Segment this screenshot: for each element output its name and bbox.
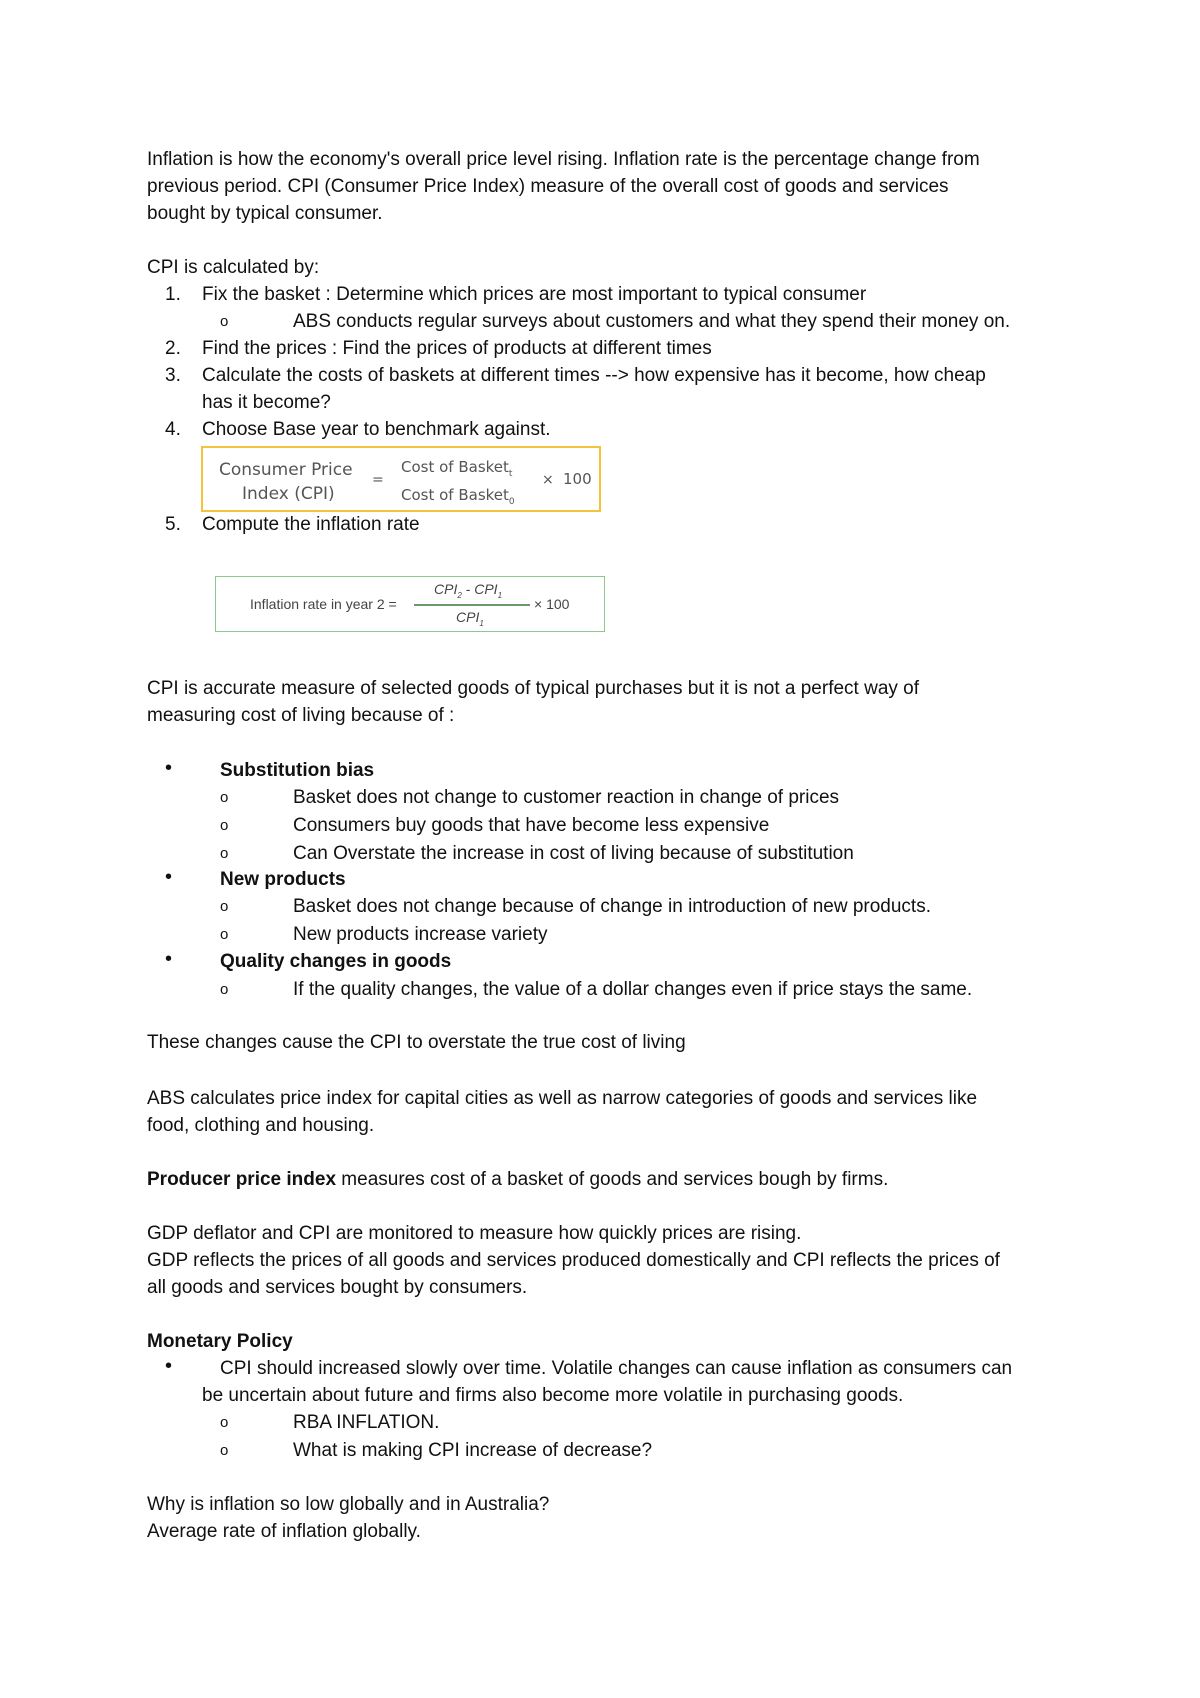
sub-bullet-marker: o [220, 981, 229, 998]
step-number-2: 2. [165, 338, 181, 359]
ppi-line [147, 1166, 888, 1193]
cpi-formula-times: × [542, 472, 554, 488]
inflation-formula-lhs: Inflation rate in year 2 = [250, 596, 397, 612]
ppi-definition: measures cost of a basket of goods and services bough by firms. [336, 1169, 889, 1190]
bias-item: If the quality changes, the value of a dollar changes even if price stays the same. [293, 979, 973, 1000]
sub-bullet-marker: o [220, 926, 229, 943]
closing-line-2: Average rate of inflation globally. [147, 1521, 421, 1542]
step-1-subitem: ABS conducts regular surveys about customers and what they spend their money on. [293, 311, 1011, 332]
sub-bullet-marker: o [220, 845, 229, 862]
gdp-line-1: GDP deflator and CPI are monitored to measure how quickly prices are rising. [147, 1223, 802, 1244]
accuracy-line-1: CPI is accurate measure of selected goods of typical purchases but it is not a perfect way of [147, 678, 920, 699]
intro-line-2: previous period. CPI (Consumer Price Index) measure of the overall cost of goods and services [147, 176, 949, 197]
step-number-5: 5. [165, 514, 181, 535]
cpi-formula-numerator: Cost of Basket$_t$ [401, 458, 513, 479]
fraction-bar [414, 604, 530, 606]
cpi-formula-equals: = [372, 472, 384, 488]
step-text-1: Fix the basket : Determine which prices are most important to typical consumer [202, 284, 867, 305]
bullet-marker: • [165, 866, 173, 888]
bias-item: New products increase variety [293, 924, 548, 945]
cpi-formula-lhs-line2: Index (CPI) [242, 484, 335, 504]
sub-bullet-marker: o [220, 789, 229, 806]
closing-line-1: Why is inflation so low globally and in Australia? [147, 1494, 550, 1515]
inflation-formula-times: × 100 [534, 596, 570, 612]
sub-bullet-marker: o [220, 898, 229, 915]
monetary-bullet-line-2: be uncertain about future and firms also become more volatile in purchasing goods. [202, 1385, 904, 1406]
bias-title-quality: Quality changes in goods [220, 951, 452, 972]
intro-line-3: bought by typical consumer. [147, 203, 383, 224]
step-text-2: Find the prices : Find the prices of products at different times [202, 338, 712, 359]
bias-item: Basket does not change to customer reaction in change of prices [293, 787, 840, 808]
bullet-marker: • [165, 1355, 173, 1377]
bias-item: Consumers buy goods that have become less expensive [293, 815, 770, 836]
ppi-term: Producer price index [147, 1169, 337, 1190]
sub-bullet-marker: o [220, 817, 229, 834]
intro-line-1: Inflation is how the economy's overall price level rising. Inflation rate is the percentage change from [147, 149, 980, 170]
cpi-formula-lhs-line1: Consumer Price [219, 460, 353, 480]
bias-title-substitution: Substitution bias [220, 760, 375, 781]
abs-line-1: ABS calculates price index for capital cities as well as narrow categories of goods and services like [147, 1088, 978, 1109]
gdp-line-3: all goods and services bought by consumers. [147, 1277, 528, 1298]
bullet-marker: • [165, 757, 173, 779]
abs-line-2: food, clothing and housing. [147, 1115, 375, 1136]
step-number-3: 3. [165, 365, 181, 386]
cpi-calc-heading: CPI is calculated by: [147, 257, 320, 278]
monetary-subitem-1: RBA INFLATION. [293, 1412, 440, 1433]
cpi-formula-multiplier: 100 [563, 470, 592, 488]
step-number-4: 4. [165, 419, 181, 440]
bias-item: Can Overstate the increase in cost of living because of substitution [293, 843, 854, 864]
sub-bullet-marker: o [220, 313, 229, 330]
overstate-line: These changes cause the CPI to overstate the true cost of living [147, 1032, 686, 1053]
step-text-3: Calculate the costs of baskets at different times --> how expensive has it become, how cheap [202, 365, 986, 386]
cpi-formula-denominator: Cost of Basket$_0$ [401, 486, 515, 507]
sub-bullet-marker: o [220, 1414, 229, 1431]
monetary-subitem-2: What is making CPI increase of decrease? [293, 1440, 653, 1461]
inflation-formula-numerator: $CPI_2 - CPI_1$ [434, 581, 503, 600]
monetary-policy-heading: Monetary Policy [147, 1331, 293, 1352]
bias-title-new-products: New products [220, 869, 346, 890]
accuracy-line-2: measuring cost of living because of : [147, 705, 455, 726]
step-text-4: Choose Base year to benchmark against. [202, 419, 551, 440]
step-text-3-continued: has it become? [202, 392, 331, 413]
gdp-line-2: GDP reflects the prices of all goods and services produced domestically and CPI reflects the prices of [147, 1250, 1000, 1271]
bullet-marker: • [165, 948, 173, 970]
cpi-formula-image [201, 446, 601, 512]
bias-item: Basket does not change because of change in introduction of new products. [293, 896, 931, 917]
monetary-bullet-line-1: CPI should increased slowly over time. Volatile changes can cause inflation as consumers can [220, 1358, 1013, 1379]
inflation-formula-image [215, 576, 605, 632]
sub-bullet-marker: o [220, 1442, 229, 1459]
inflation-formula-denominator: $CPI_1$ [456, 609, 484, 628]
step-text-5: Compute the inflation rate [202, 514, 420, 535]
step-number-1: 1. [165, 284, 181, 305]
